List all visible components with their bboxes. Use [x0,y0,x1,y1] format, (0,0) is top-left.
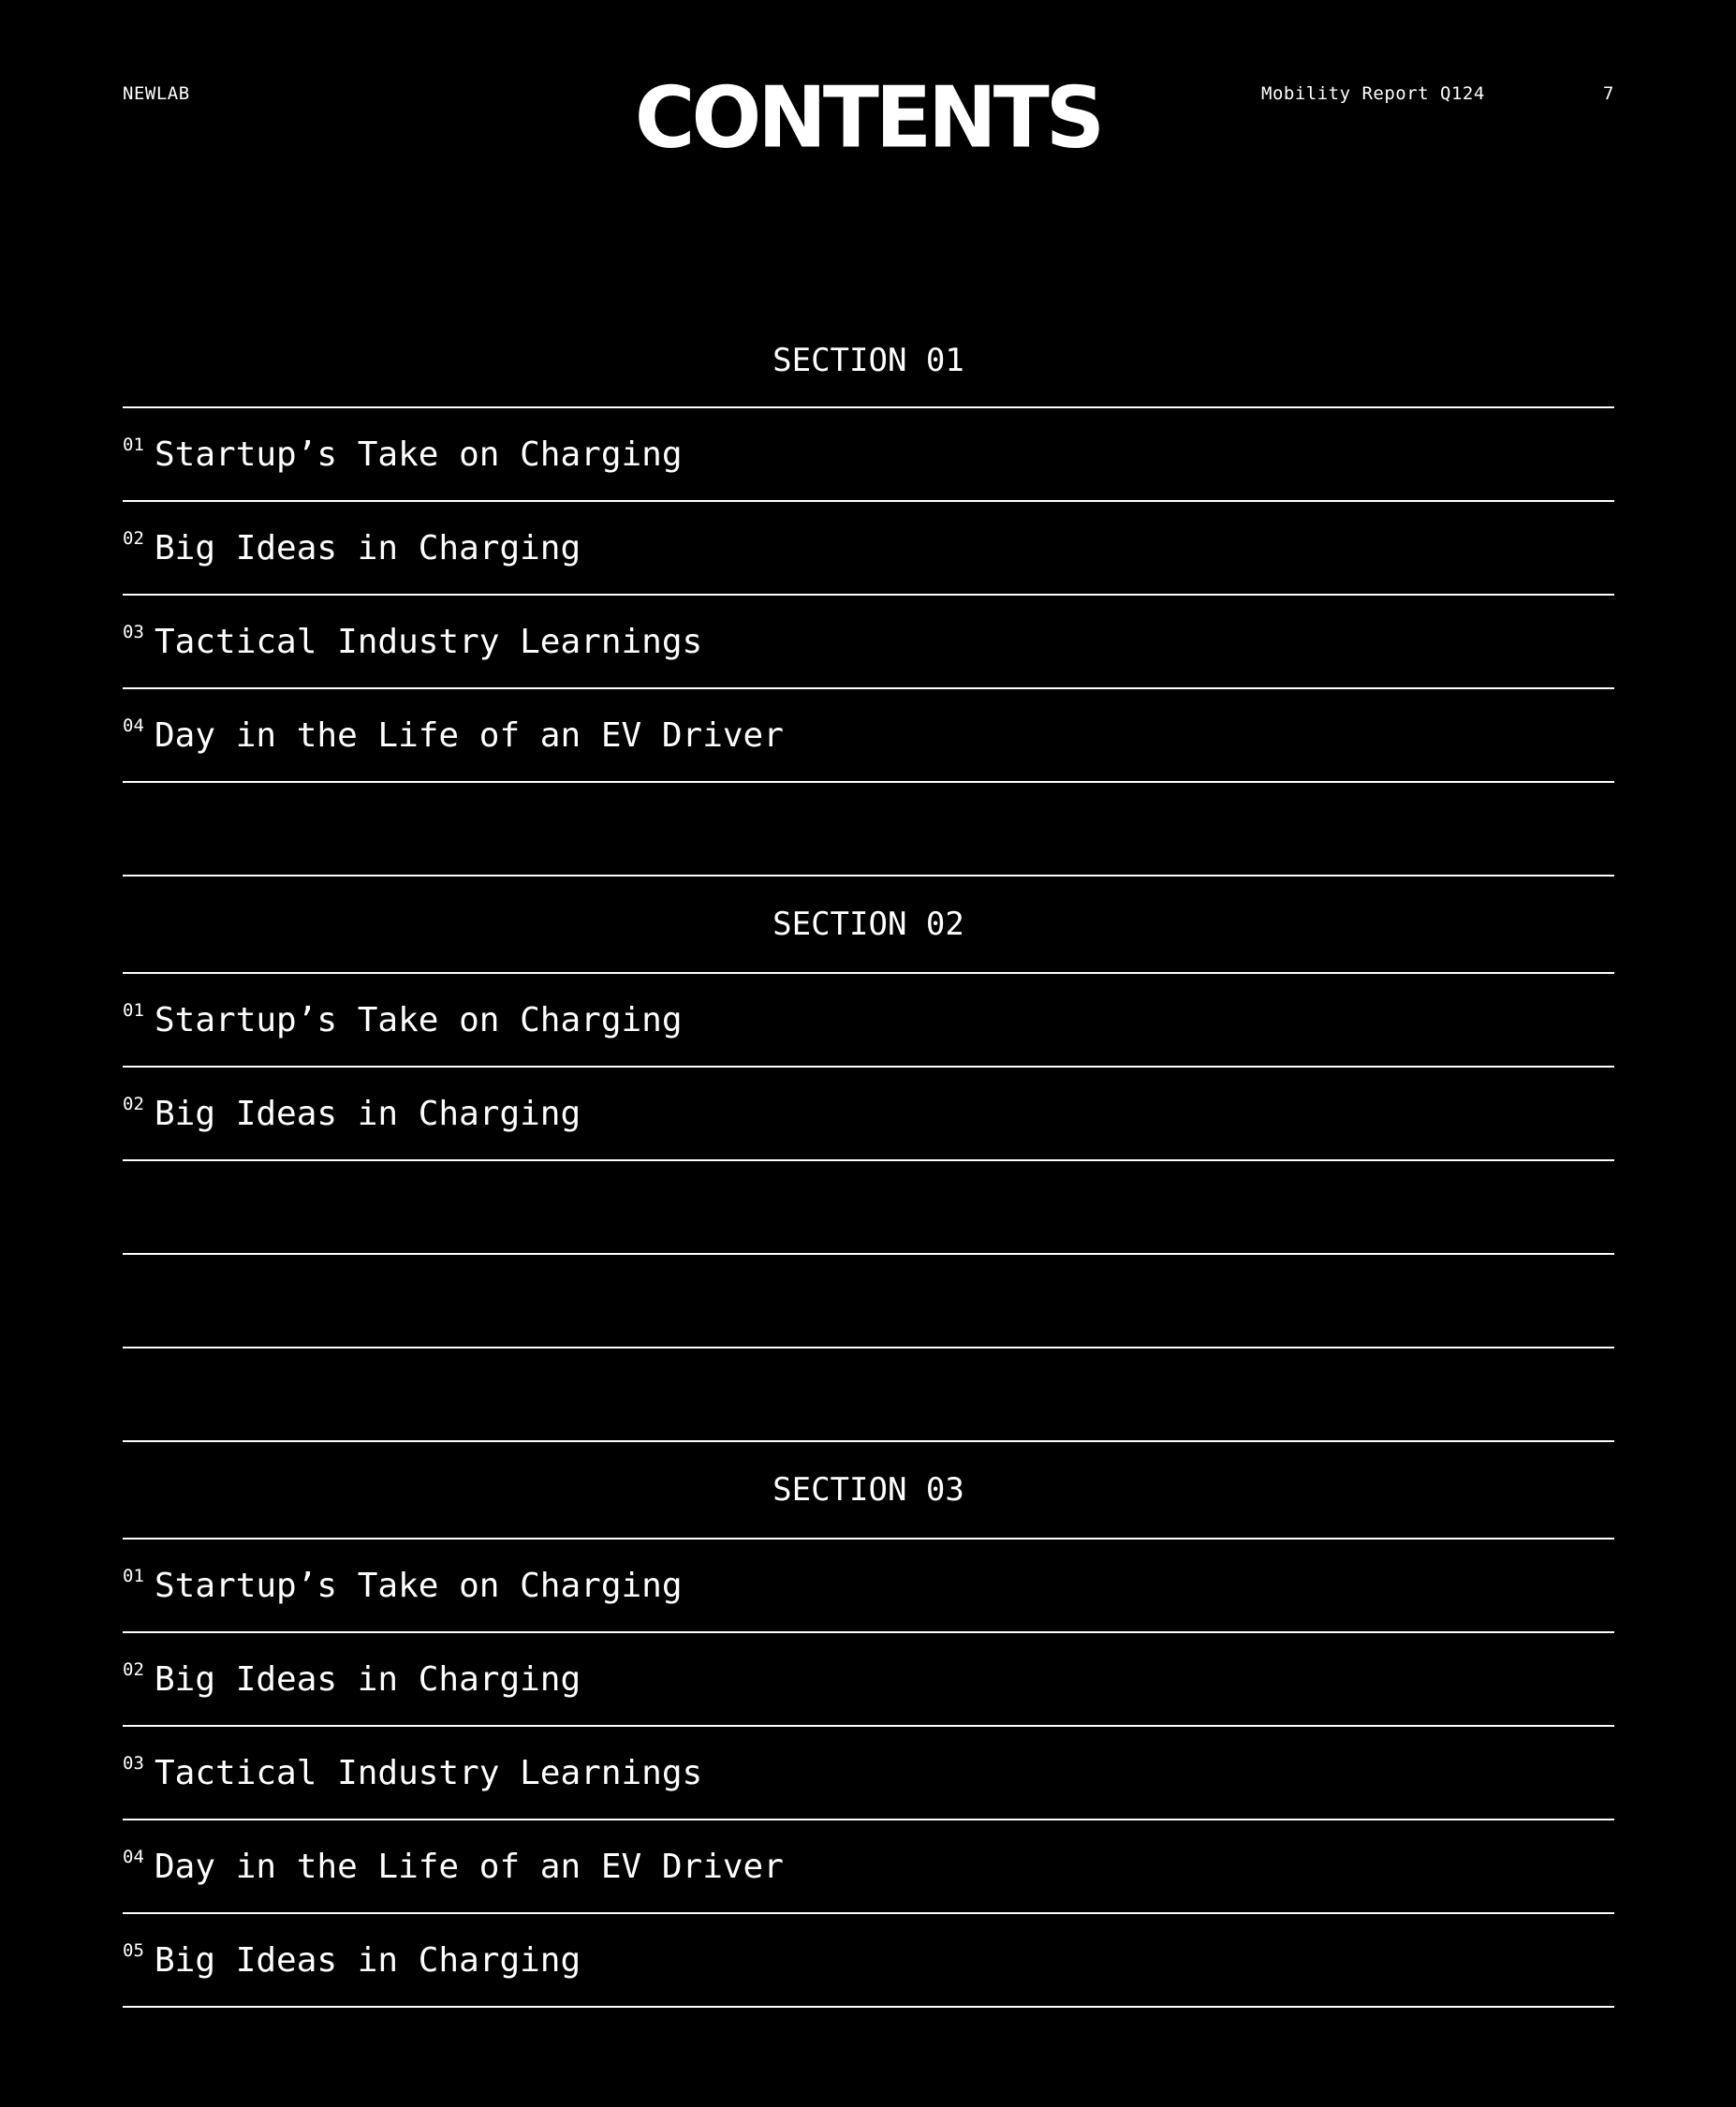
entry-number: 01 [123,1566,144,1586]
entry-title: Big Ideas in Charging [154,1940,581,1980]
empty-row [123,1255,1614,1348]
entry-title: Big Ideas in Charging [154,1094,581,1133]
toc-entry[interactable] [123,689,1614,783]
toc-entry[interactable] [123,1914,1614,2008]
section-heading: SECTION 02 [123,877,1614,974]
entry-number: 04 [123,715,144,736]
entry-title: Startup’s Take on Charging [154,435,683,474]
table-of-contents [123,315,1614,2008]
toc-entry[interactable] [123,974,1614,1068]
entry-number: 03 [123,1753,144,1774]
entry-number: 03 [123,622,144,642]
report-name: Mobility Report Q124 [1261,83,1485,104]
entry-number: 02 [123,1659,144,1680]
toc-entry[interactable] [123,1068,1614,1161]
toc-entry[interactable] [123,1540,1614,1633]
entry-title: Tactical Industry Learnings [154,1753,703,1792]
empty-row [123,1348,1614,1442]
section-heading: SECTION 03 [123,1442,1614,1540]
toc-entry[interactable] [123,1633,1614,1727]
entry-number: 01 [123,1000,144,1021]
empty-row [123,783,1614,877]
entry-title: Day in the Life of an EV Driver [154,715,784,755]
entry-title: Day in the Life of an EV Driver [154,1847,784,1886]
page-title: CONTENTS [634,67,1102,168]
entry-number: 02 [123,528,144,549]
toc-entry[interactable] [123,408,1614,502]
entry-number: 04 [123,1847,144,1867]
entry-title: Startup’s Take on Charging [154,1566,683,1605]
entry-title: Big Ideas in Charging [154,528,581,567]
empty-row [123,1161,1614,1255]
toc-entry[interactable] [123,502,1614,596]
brand-label: NEWLAB [123,83,190,104]
toc-entry[interactable] [123,1820,1614,1914]
toc-entry[interactable] [123,1727,1614,1820]
page-number: 7 [1603,83,1614,104]
toc-entry[interactable] [123,596,1614,689]
entry-number: 01 [123,435,144,455]
section-heading: SECTION 01 [123,315,1614,408]
entry-title: Big Ideas in Charging [154,1659,581,1699]
entry-number: 02 [123,1094,144,1114]
entry-number: 05 [123,1940,144,1961]
entry-title: Startup’s Take on Charging [154,1000,683,1039]
entry-title: Tactical Industry Learnings [154,622,703,661]
